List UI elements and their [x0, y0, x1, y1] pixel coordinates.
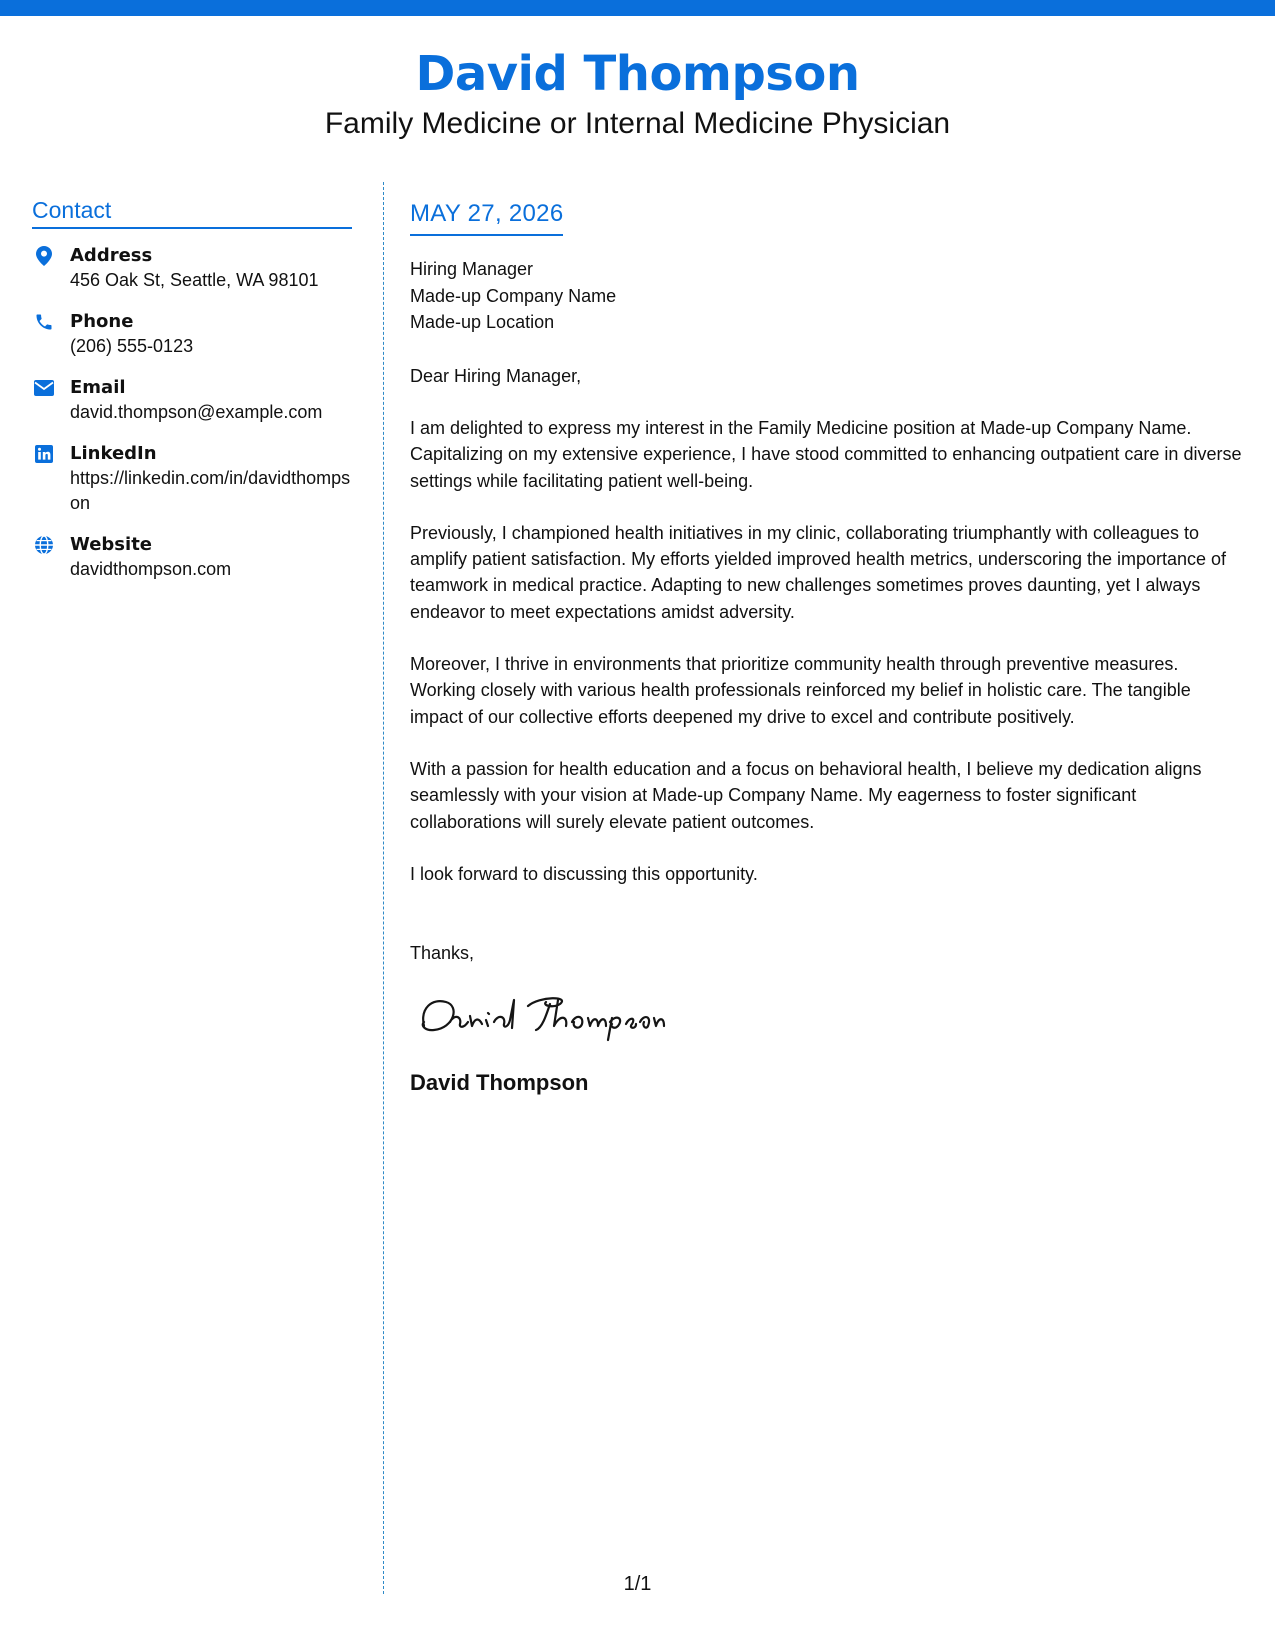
contact-sidebar [32, 195, 352, 598]
contact-value: davidthompson.com [70, 559, 232, 579]
column-divider [383, 182, 384, 1594]
contact-value: david.thompson@example.com [70, 402, 323, 422]
letter-paragraph: I am delighted to express my interest in the Family Medicine position at Made-up Company Name. Capitalizing on my extensive experience, I have stood committed to enhancing outpatient care in diverse settings while facilitating patient well-being. [410, 418, 1242, 491]
letter-paragraph: With a passion for health education and a focus on behavioral health, I believe my dedication aligns seamlessly with your vision at Made-up Company Name. My eagerness to foster significant collaborations will surely elevate patient outcomes. [410, 758, 1202, 832]
letter-paragraph: I look forward to discussing this opportunity. [410, 863, 758, 884]
page-number: 1/1 [623, 1573, 652, 1595]
contact-list [32, 243, 352, 582]
contact-value: 456 Oak St, Seattle, WA 98101 [70, 270, 319, 290]
linkedin-icon [32, 442, 56, 466]
letter-date: MAY 27, 2026 [410, 200, 564, 227]
header [0, 44, 1275, 144]
contact-item-address [32, 243, 352, 293]
handwritten-signature [410, 986, 1245, 1046]
recipient-line: Made-up Location [410, 312, 555, 332]
contact-item-email [32, 375, 352, 425]
contact-label: Email [70, 377, 126, 398]
contact-label: Phone [70, 311, 134, 332]
recipient-line: Hiring Manager [410, 259, 534, 279]
map-pin-icon [32, 244, 56, 268]
signer-name: David Thompson [410, 1070, 589, 1096]
contact-item-phone [32, 309, 352, 359]
letter-paragraph: Previously, I championed health initiatives in my clinic, collaborating triumphantly with colleagues to amplify patient satisfaction. My efforts yielded improved health metrics, underscoring the importance of teamwork in medical practice. Adapting to new challenges sometimes proves daunting, yet I always endeavor to meet expectations amidst adversity. [410, 522, 1227, 622]
contact-value: (206) 555-0123 [70, 336, 194, 356]
contact-heading: Contact [32, 195, 352, 229]
contact-label: Website [70, 534, 153, 555]
recipient-line: Made-up Company Name [410, 285, 617, 306]
envelope-icon [32, 376, 56, 400]
letter-paragraph: Moreover, I thrive in environments that prioritize community health through preventive measures. Working closely with various health professionals reinforced my belief in holistic care. The tangible impact of our collective efforts deepened my drive to excel and contribute positively. [410, 654, 1191, 727]
job-title: Family Medicine or Internal Medicine Physician [324, 107, 951, 140]
phone-icon [32, 310, 56, 334]
recipient-block [410, 256, 1245, 336]
salutation: Dear Hiring Manager, [410, 365, 582, 386]
applicant-name: David Thompson [415, 46, 860, 102]
contact-item-linkedin [32, 441, 352, 516]
globe-icon [32, 533, 56, 557]
contact-item-website [32, 532, 352, 582]
date-block [410, 198, 563, 236]
closing: Thanks, [410, 943, 475, 964]
letter-body [410, 198, 1245, 1098]
contact-value: https://linkedin.com/in/davidthompson [70, 468, 351, 513]
contact-label: Address [70, 245, 153, 266]
contact-label: LinkedIn [70, 443, 157, 464]
top-accent-bar [0, 0, 1275, 16]
